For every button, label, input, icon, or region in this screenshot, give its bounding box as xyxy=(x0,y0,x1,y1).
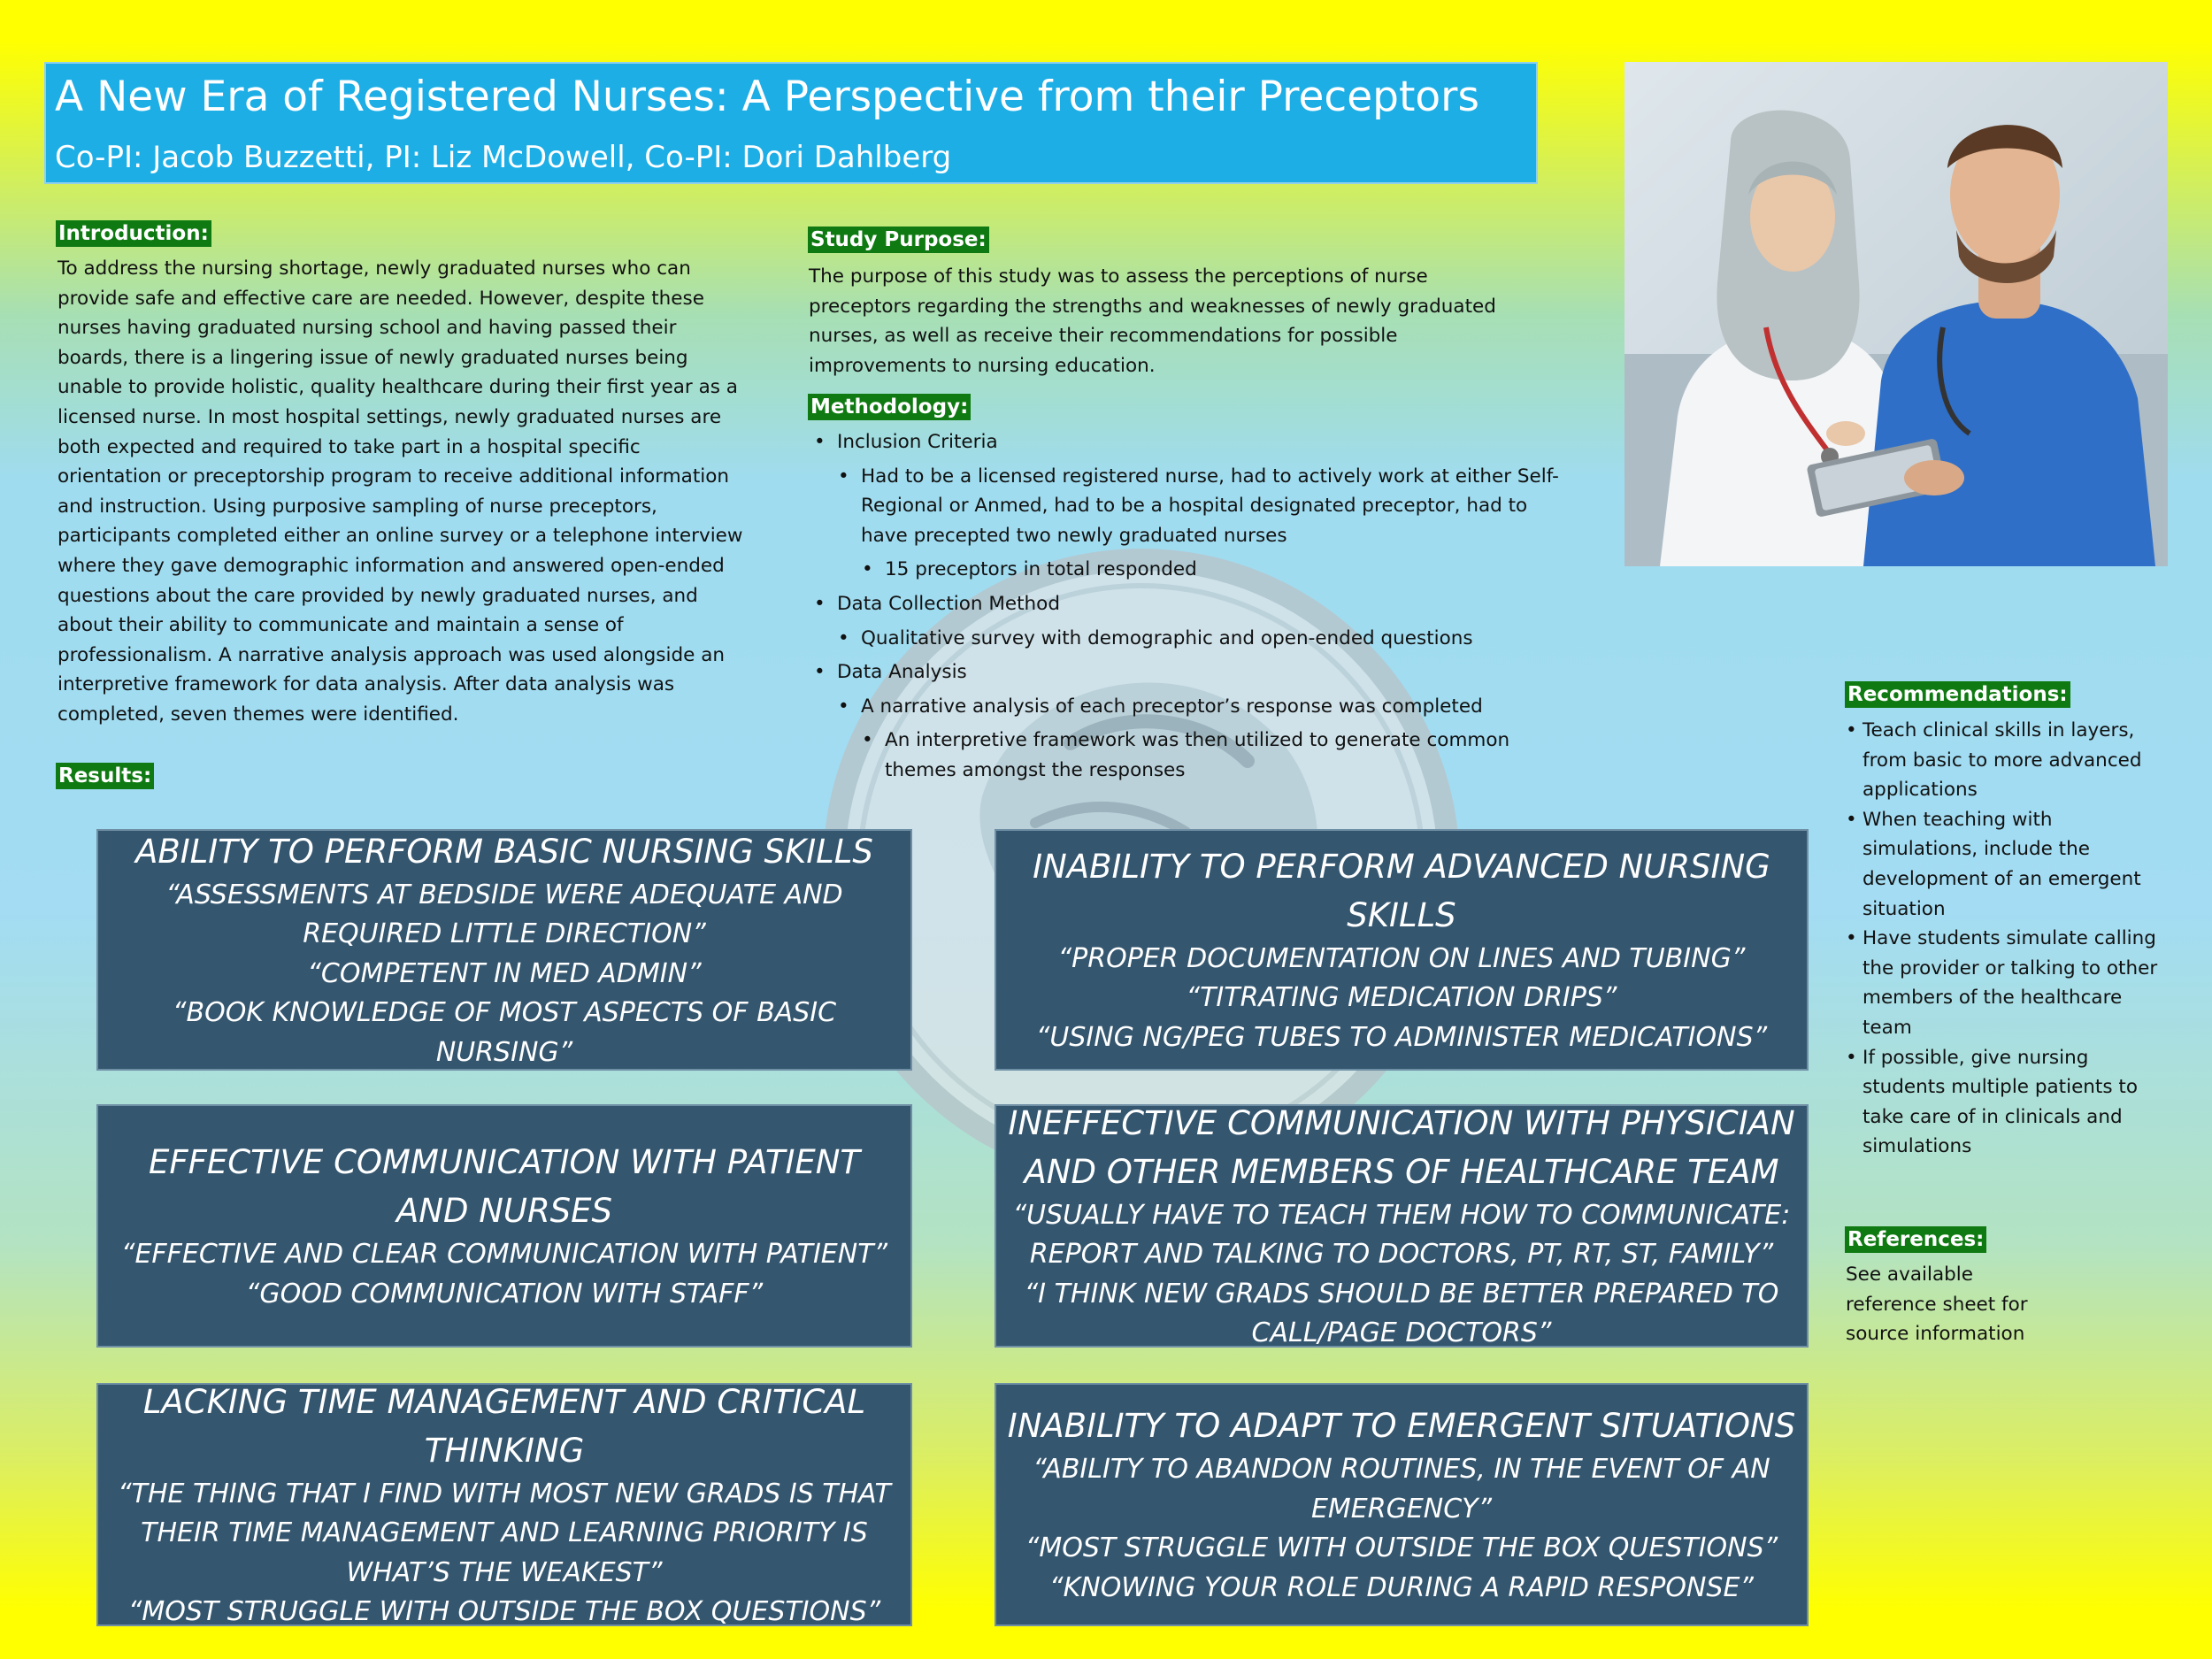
references-text: See available reference sheet for source information xyxy=(1846,1263,2028,1346)
theme-quote: “THE THING THAT I FIND WITH MOST NEW GRADS IS THAT THEIR TIME MANAGEMENT AND LEARNING PRIORITY IS WHAT’S THE WEAKEST” xyxy=(118,1478,891,1588)
methodology-item: • 15 preceptors in total responded xyxy=(885,555,1570,585)
theme-quote: “GOOD COMMUNICATION WITH STAFF” xyxy=(245,1278,764,1310)
theme-quote: “MOST STRUGGLE WITH OUTSIDE THE BOX QUESTIONS” xyxy=(1025,1532,1778,1563)
methodology-list xyxy=(809,427,1570,790)
recommendation-item: • Have students simulate calling the provider or talking to other members of the healthcare team xyxy=(1846,924,2173,1042)
recommendations-label: Recommendations: xyxy=(1845,681,2070,708)
poster-title: A New Era of Registered Nurses: A Perspective from their Preceptors xyxy=(55,73,1479,121)
introduction-label: Introduction: xyxy=(56,220,211,247)
methodology-item: • A narrative analysis of each preceptor’s response was completed xyxy=(861,692,1570,722)
theme-heading: LACKING TIME MANAGEMENT AND CRITICAL THINKING xyxy=(142,1382,866,1470)
introduction-text: To address the nursing shortage, newly graduated nurses who can provide safe and effective care are needed. However, despite these nurses having graduated nursing school and having passed their boards, there is a lingering issue of newly graduated nurses being unable to provide holistic, quality healthcare during their first year as a licensed nurse. In most hospital settings, newly graduated nurses are both expected and required to take part in a hospital specific orientation or preceptorship program to receive additional information and instruction. Using purposive sampling of nurse preceptors, participants completed either an online survey or a telephone interview where they gave demographic information and answered open-ended questions about the care provided by newly graduated nurses, and about their ability to communicate and maintain a sense of professionalism. A narrative analysis approach was used alongside an interpretive framework for data analysis. After data analysis was completed, seven themes were identified. xyxy=(58,257,743,726)
methodology-label: Methodology: xyxy=(808,394,971,420)
theme-quote: “ABILITY TO ABANDON ROUTINES, IN THE EVENT OF AN EMERGENCY” xyxy=(1033,1454,1770,1525)
nurses-photo xyxy=(1624,62,2168,566)
title-banner xyxy=(44,62,1538,184)
recommendations-list xyxy=(1846,716,2173,1162)
recommendation-item: • When teaching with simulations, include the development of an emergent situation xyxy=(1846,805,2173,924)
methodology-item: • Qualitative survey with demographic and open-ended questions xyxy=(861,624,1570,654)
theme-card-basic-skills xyxy=(96,829,912,1071)
theme-quote: “I THINK NEW GRADS SHOULD BE BETTER PREPARED TO CALL/PAGE DOCTORS” xyxy=(1024,1278,1779,1348)
theme-quote: “KNOWING YOUR ROLE DURING A RAPID RESPONSE” xyxy=(1049,1571,1754,1603)
results-label: Results: xyxy=(56,763,154,789)
theme-quote: “USING NG/PEG TUBES TO ADMINISTER MEDICATIONS” xyxy=(1035,1021,1768,1053)
theme-heading: INEFFECTIVE COMMUNICATION WITH PHYSICIAN AND OTHER MEMBERS OF HEALTHCARE TEAM xyxy=(1008,1103,1795,1191)
methodology-item: • An interpretive framework was then utilized to generate common themes amongst the responses xyxy=(885,726,1570,785)
theme-quote: “COMPETENT IN MED ADMIN” xyxy=(307,957,702,989)
theme-quote: “USUALLY HAVE TO TEACH THEM HOW TO COMMUNICATE: REPORT AND TALKING TO DOCTORS, PT, RT, ST, FAMILY” xyxy=(1012,1199,1791,1270)
references-label: References: xyxy=(1845,1226,1986,1253)
theme-quote: “PROPER DOCUMENTATION ON LINES AND TUBING” xyxy=(1057,942,1746,974)
theme-quote: “EFFECTIVE AND CLEAR COMMUNICATION WITH PATIENT” xyxy=(120,1239,888,1270)
theme-quote: “BOOK KNOWLEDGE OF MOST ASPECTS OF BASIC NURSING” xyxy=(172,997,837,1068)
theme-heading: INABILITY TO PERFORM ADVANCED NURSING SKILLS xyxy=(1033,847,1770,934)
theme-card-ineffective-communication xyxy=(995,1104,1809,1348)
theme-card-effective-communication xyxy=(96,1104,912,1348)
theme-card-time-management xyxy=(96,1383,912,1626)
recommendation-item: • Teach clinical skills in layers, from basic to more advanced applications xyxy=(1846,716,2173,805)
methodology-item: • Data Collection Method xyxy=(837,589,1570,619)
methodology-item: • Data Analysis xyxy=(837,657,1570,687)
study-purpose-label: Study Purpose: xyxy=(808,227,989,253)
theme-quote: “TITRATING MEDICATION DRIPS” xyxy=(1186,982,1617,1014)
poster-authors: Co-PI: Jacob Buzzetti, PI: Liz McDowell, Co-PI: Dori Dahlberg xyxy=(55,140,952,175)
theme-heading: EFFECTIVE COMMUNICATION WITH PATIENT AND NURSES xyxy=(148,1143,861,1230)
theme-quote: “MOST STRUGGLE WITH OUTSIDE THE BOX QUESTIONS” xyxy=(127,1596,881,1627)
recommendation-item: • If possible, give nursing students multiple patients to take care of in clinicals and simulations xyxy=(1846,1043,2173,1162)
theme-card-advanced-skills xyxy=(995,829,1809,1071)
study-purpose-text: The purpose of this study was to assess the perceptions of nurse preceptors regarding the strengths and weaknesses of newly graduated nurses, as well as receive their recommendations for possible improvements to nursing education. xyxy=(809,265,1496,377)
methodology-item: • Inclusion Criteria xyxy=(837,427,1570,457)
theme-heading: INABILITY TO ADAPT TO EMERGENT SITUATIONS xyxy=(1007,1407,1796,1445)
methodology-item: • Had to be a licensed registered nurse, had to actively work at either Self-Regional or Anmed, had to be a hospital designated preceptor, had to have precepted two newly graduated nurses xyxy=(861,462,1570,551)
theme-card-emergent-situations xyxy=(995,1383,1809,1626)
theme-quote: “ASSESSMENTS AT BEDSIDE WERE ADEQUATE AND REQUIRED LITTLE DIRECTION” xyxy=(165,879,843,950)
theme-heading: ABILITY TO PERFORM BASIC NURSING SKILLS xyxy=(135,832,873,871)
